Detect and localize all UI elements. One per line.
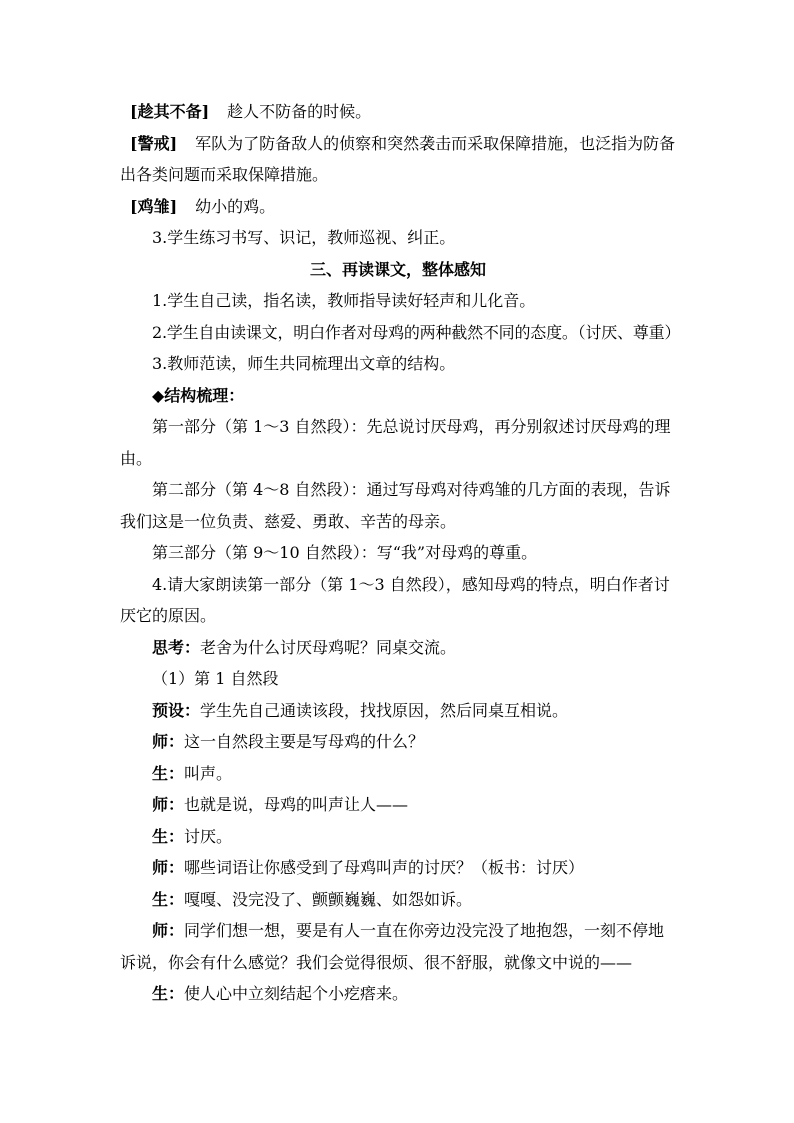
dialogue-line: [120, 789, 676, 821]
think-paragraph: [120, 632, 676, 664]
preset-paragraph: [120, 695, 676, 727]
dialogue-text: 同学们想一想，要是有人一直在你旁边没完没了地抱怨，一刻不停地诉说，你会有什么感觉？我们会觉得很烦、很不舒服，就像文中说的——: [120, 921, 665, 972]
dialogue-line: [120, 758, 676, 790]
dialogue-line: [120, 821, 676, 853]
dialogue-text: 嘎嘎、没完没了、颤颤巍巍、如怨如诉。: [184, 889, 473, 909]
dialogue-speaker: 师：: [152, 795, 185, 814]
dialogue-text: 讨厌。: [184, 826, 233, 846]
dialogue-text: 使人心中立刻结起个小疙瘩来。: [184, 984, 409, 1003]
dialogue-text: 叫声。: [184, 763, 233, 783]
dialogue-line: [120, 884, 676, 916]
definition-item: [120, 191, 676, 223]
dialogue-text: 这一自然段主要是写母鸡的什么？: [184, 732, 425, 751]
dialogue-line: [120, 915, 676, 978]
dialogue-speaker: 师：: [152, 858, 185, 877]
structure-paragraph: 第一部分（第 1～3 自然段）：先总说讨厌母鸡，再分别叙述讨厌母鸡的理由。: [120, 417, 671, 468]
dialogue-speaker: 师：: [152, 921, 185, 940]
definition-meaning: 军队为了防备敌人的侦察和突然袭击而采取保障措施，也泛指为防备出各类问题而采取保障措施。: [120, 133, 676, 184]
dialogue-speaker: 师：: [152, 732, 185, 751]
dialogue-line: [120, 852, 676, 884]
dialogue-speaker: 生：: [152, 889, 185, 909]
dialogue-speaker: 生：: [152, 826, 185, 846]
structure-paragraph: 第二部分（第 4～8 自然段）：通过写母鸡对待鸡雏的几方面的表现，告诉我们这是一位负责、慈爱、勇敢、辛苦的母亲。: [120, 480, 671, 531]
section-heading: 三、再读课文，整体感知: [309, 259, 486, 279]
step-text: 3.教师范读，师生共同梳理出文章的结构。: [152, 354, 456, 373]
preset-label: 预设：: [152, 700, 201, 720]
definition-term: [鸡雏]: [130, 196, 178, 216]
definition-item: [120, 96, 676, 128]
definition-meaning: 趁人不防备的时候。: [227, 102, 372, 121]
think-text: 老舍为什么讨厌母鸡呢？同桌交流。: [200, 637, 457, 657]
structure-paragraph: 第三部分（第 9～10 自然段）：写“我”对母鸡的尊重。: [152, 543, 538, 562]
step-text: 2.学生自由读课文，明白作者对母鸡的两种截然不同的态度。（讨厌、尊重）: [152, 322, 681, 342]
preset-text: 学生先自己通读该段，找找原因，然后同桌互相说。: [200, 700, 569, 720]
document-content: [120, 96, 681, 1010]
step-text: 4.请大家朗读第一部分（第 1～3 自然段），感知母鸡的特点，明白作者讨厌它的原因。: [120, 574, 670, 625]
dialogue-line: [120, 978, 676, 1010]
sub-heading: （1）第 1 自然段: [152, 669, 279, 688]
step-text: 1.学生自己读，指名读，教师指导读好轻声和儿化音。: [152, 291, 536, 310]
dialogue-line: [120, 726, 676, 758]
dialogue-speaker: 生：: [152, 984, 185, 1003]
structure-label: ◆结构梳理：: [152, 385, 245, 405]
definition-term: [警戒]: [130, 133, 178, 153]
definition-item: [120, 128, 676, 191]
think-label: 思考：: [152, 637, 201, 657]
dialogue-speaker: 生：: [152, 763, 185, 783]
dialogue-text: 哪些词语让你感受到了母鸡叫声的讨厌？（板书：讨厌）: [184, 858, 585, 877]
step-text: 3.学生练习书写、识记，教师巡视、纠正。: [152, 228, 456, 247]
definition-meaning: 幼小的鸡。: [195, 196, 276, 216]
definition-term: [趁其不备]: [130, 102, 210, 121]
dialogue-text: 也就是说，母鸡的叫声让人——: [184, 795, 409, 814]
